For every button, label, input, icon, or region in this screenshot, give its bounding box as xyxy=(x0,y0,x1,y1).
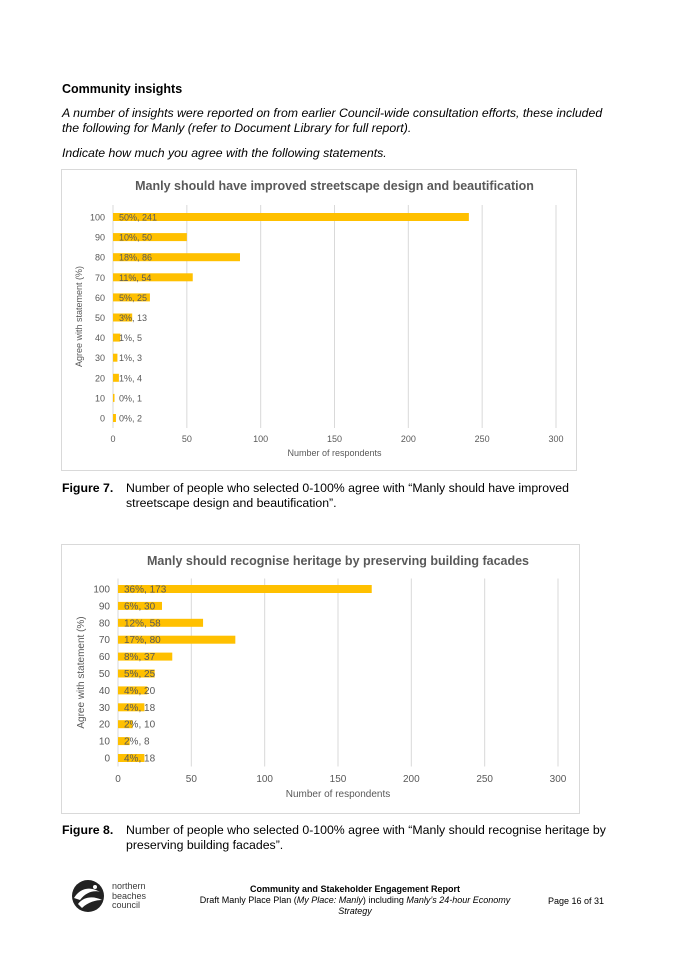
figure-8-label: Figure 8 xyxy=(62,823,110,837)
intro-paragraph: A number of insights were reported on from earlier Council-wide consultation efforts, these included the following for Manly (refer to Document Library for full report). xyxy=(62,106,603,135)
bar xyxy=(113,213,469,221)
figure-7-label: Figure 7 xyxy=(62,481,110,495)
y-tick-label: 80 xyxy=(94,252,105,263)
footer-plan-name-cont: Strategy xyxy=(338,906,372,916)
x-tick-label: 300 xyxy=(548,434,564,444)
wave-logo-icon xyxy=(68,878,108,914)
data-label: 0%, 2 xyxy=(119,413,143,424)
x-tick-label: 200 xyxy=(400,434,416,444)
footer-report-info xyxy=(170,884,540,917)
data-label: 1%, 3 xyxy=(119,353,143,364)
y-tick-label: 70 xyxy=(94,272,105,283)
y-tick-label: 60 xyxy=(98,652,110,664)
figure-8-caption: Figure 8. Number of people who selected 0-100% agree with “Manly should recognise heritage by preserving building facades”. xyxy=(62,823,606,852)
figure-7-caption: Figure 7. Number of people who selected 0-100% agree with “Manly should have improved streetscape design and beautification”. xyxy=(62,481,606,511)
data-label: 1%, 5 xyxy=(119,333,143,344)
data-label: 0%, 1 xyxy=(119,393,143,404)
data-label: 2%, 8 xyxy=(124,736,150,748)
data-label: 1%, 4 xyxy=(119,373,143,384)
chart-streetscape xyxy=(61,169,577,471)
y-tick-label: 30 xyxy=(98,702,110,714)
y-tick-label: 90 xyxy=(94,232,105,243)
x-tick-label: 150 xyxy=(329,774,347,785)
data-label: 6%, 30 xyxy=(124,601,156,613)
y-tick-label: 30 xyxy=(94,353,105,364)
section-heading: Community insights xyxy=(62,82,183,96)
y-tick-label: 40 xyxy=(94,333,105,344)
x-tick-label: 250 xyxy=(476,774,494,785)
data-label: 5%, 25 xyxy=(119,292,148,303)
data-label: 2%, 10 xyxy=(124,719,156,731)
bar xyxy=(113,354,117,362)
data-label: 4%, 18 xyxy=(124,702,156,714)
chart-title: Manly should have improved streetscape design and beautification xyxy=(135,179,534,193)
y-tick-label: 80 xyxy=(98,618,110,630)
chart-title: Manly should recognise heritage by preserving building facades xyxy=(146,554,530,568)
data-label: 36%, 173 xyxy=(124,584,167,596)
y-axis-label: Agree with statement (%) xyxy=(74,265,84,368)
data-label: 4%, 20 xyxy=(124,685,156,697)
data-label: 17%, 80 xyxy=(124,635,161,647)
data-label: 18%, 86 xyxy=(119,252,153,263)
council-logo xyxy=(68,878,108,919)
y-tick-label: 100 xyxy=(93,584,110,596)
data-label: 10%, 50 xyxy=(119,232,153,243)
data-label: 50%, 241 xyxy=(119,212,158,223)
y-tick-label: 0 xyxy=(99,413,105,424)
y-tick-label: 100 xyxy=(89,212,105,223)
data-label: 5%, 25 xyxy=(124,669,156,680)
x-tick-label: 100 xyxy=(256,774,274,785)
y-tick-label: 50 xyxy=(98,669,110,680)
y-tick-label: 0 xyxy=(104,753,110,765)
data-label: 11%, 54 xyxy=(119,272,152,283)
x-axis-label: Number of respondents xyxy=(285,789,391,800)
y-tick-label: 50 xyxy=(94,313,105,323)
x-tick-label: 50 xyxy=(185,774,197,785)
y-tick-label: 40 xyxy=(98,685,110,697)
page-number: Page 16 of 31 xyxy=(548,896,605,906)
y-tick-label: 10 xyxy=(98,736,110,748)
footer-report-title: Community and Stakeholder Engagement Report xyxy=(249,884,461,894)
y-tick-label: 20 xyxy=(98,719,110,731)
data-label: 8%, 37 xyxy=(124,652,156,664)
chart-streetscape-svg xyxy=(62,170,576,470)
x-tick-label: 0 xyxy=(110,434,116,444)
x-axis-label: Number of respondents xyxy=(287,448,382,458)
bar xyxy=(113,394,115,402)
bar xyxy=(113,414,116,422)
x-tick-label: 100 xyxy=(253,434,269,444)
footer-plan-name: Draft Manly Place Plan (My Place: Manly) including Manly’s 24-hour Economy xyxy=(199,895,511,905)
x-tick-label: 0 xyxy=(115,774,121,785)
council-logo-text: northern beaches council xyxy=(112,881,147,910)
x-tick-label: 200 xyxy=(402,774,420,785)
data-label: 4%, 18 xyxy=(124,753,156,765)
figure-8-text: Number of people who selected 0-100% agree with “Manly should recognise heritage by preserving building facades”. xyxy=(126,823,606,852)
y-tick-label: 90 xyxy=(98,601,110,613)
chart-heritage-svg xyxy=(62,545,579,813)
x-tick-label: 300 xyxy=(549,774,567,785)
data-label: 12%, 58 xyxy=(124,618,161,630)
y-tick-label: 10 xyxy=(94,393,105,404)
x-tick-label: 250 xyxy=(474,434,490,444)
x-tick-label: 50 xyxy=(181,434,192,444)
x-tick-label: 150 xyxy=(326,434,343,444)
y-tick-label: 70 xyxy=(98,635,110,647)
y-tick-label: 60 xyxy=(94,292,105,303)
chart-heritage xyxy=(61,544,580,814)
y-axis-label: Agree with statement (%) xyxy=(76,616,87,729)
data-label: 3%, 13 xyxy=(119,313,148,323)
figure-7-text: Number of people who selected 0-100% agree with “Manly should have improved streetscape design and beautification”. xyxy=(126,481,569,510)
y-tick-label: 20 xyxy=(94,373,105,384)
survey-prompt: Indicate how much you agree with the following statements. xyxy=(62,146,387,160)
